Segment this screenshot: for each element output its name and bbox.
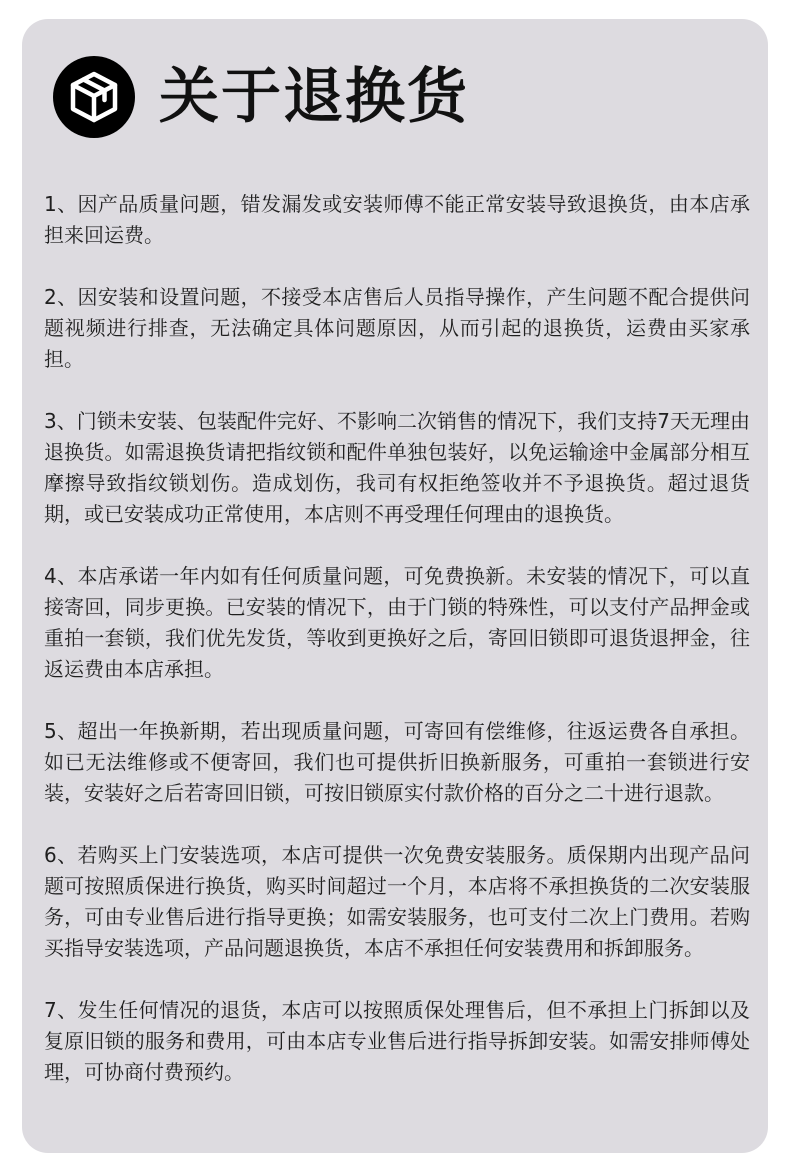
policy-item-3: 3、门锁未安装、包装配件完好、不影响二次销售的情况下，我们支持7天无理由退换货。如需退换货请把指纹锁和配件单独包装好，以免运输途中金属部分相互摩擦导致指纹锁划伤。造成划伤，我司有权拒绝签收并不予退换货。超过退货期，或已安装成功正常使用，本店则不再受理任何理由的退换货。 — [44, 409, 750, 526]
policy-item-1: 1、因产品质量问题，错发漏发或安装师傅不能正常安装导致退换货，由本店承担来回运费。 — [44, 192, 750, 247]
policy-list — [44, 169, 750, 1119]
package-box-icon — [53, 56, 135, 138]
header — [53, 55, 469, 139]
policy-item-5: 5、超出一年换新期，若出现质量问题，可寄回有偿维修，往返运费各自承担。如已无法维修或不便寄回，我们也可提供折旧换新服务，可重拍一套锁进行安装，安装好之后若寄回旧锁，可按旧锁原实付款价格的百分之二十进行退款。 — [44, 719, 750, 805]
policy-card — [22, 19, 768, 1153]
page-title: 关于退换货 — [159, 62, 469, 132]
policy-item-4: 4、本店承诺一年内如有任何质量问题，可免费换新。未安装的情况下，可以直接寄回，同步更换。已安装的情况下，由于门锁的特殊性，可以支付产品押金或重拍一套锁，我们优先发货，等收到更换好之后，寄回旧锁即可退货退押金，往返运费由本店承担。 — [44, 564, 750, 681]
policy-item-6: 6、若购买上门安装选项，本店可提供一次免费安装服务。质保期内出现产品问题可按照质保进行换货，购买时间超过一个月，本店将不承担换货的二次安装服务，可由专业售后进行指导更换；如需安装服务，也可支付二次上门费用。若购买指导安装选项，产品问题退换货，本店不承担任何安装费用和拆卸服务。 — [44, 843, 750, 960]
policy-item-2: 2、因安装和设置问题，不接受本店售后人员指导操作，产生问题不配合提供问题视频进行排查，无法确定具体问题原因，从而引起的退换货，运费由买家承担。 — [44, 285, 750, 371]
policy-item-7: 7、发生任何情况的退货，本店可以按照质保处理售后，但不承担上门拆卸以及复原旧锁的服务和费用，可由本店专业售后进行指导拆卸安装。如需安排师傅处理，可协商付费预约。 — [44, 998, 750, 1084]
